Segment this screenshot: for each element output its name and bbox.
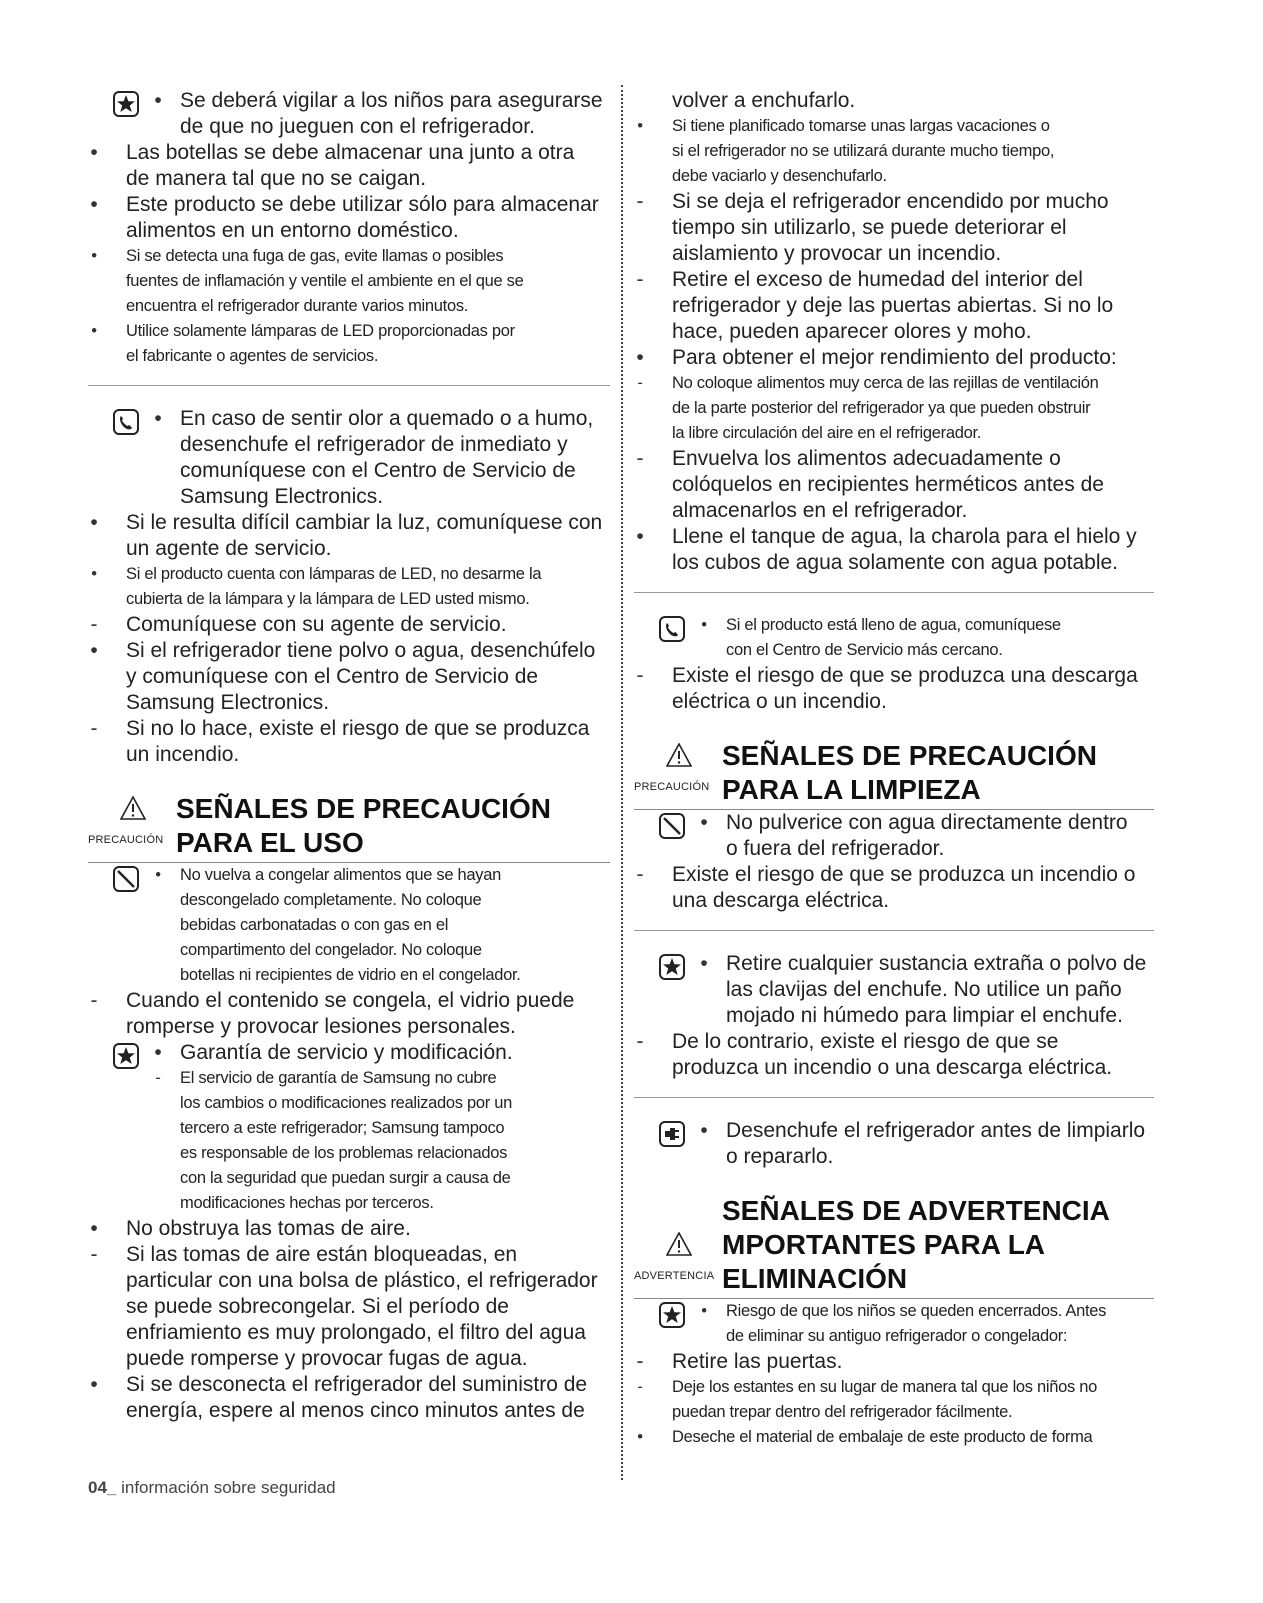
bullet-item xyxy=(88,406,610,510)
bullet-marker: • xyxy=(90,141,98,164)
bullet-marker: • xyxy=(700,952,708,975)
text-line: enfriamiento es muy prolongado, el filtro del agua xyxy=(126,1321,586,1344)
text-line: Si se deja el refrigerador encendido por mucho xyxy=(672,190,1109,213)
text-line: Si las tomas de aire están bloqueadas, en xyxy=(126,1243,518,1266)
safety-block xyxy=(634,1299,1154,1349)
text-line: las clavijas del enchufe. No utilice un paño xyxy=(726,978,1122,1001)
text-line: No pulverice con agua directamente dentro xyxy=(726,811,1128,834)
text-line: Garantía de servicio y modificación. xyxy=(180,1041,513,1064)
bullet-marker: • xyxy=(700,811,708,834)
text-line: bebidas carbonatadas o con gas en el xyxy=(180,916,449,934)
text-line: fuentes de inflamación y ventile el ambiente en el que se xyxy=(126,272,524,290)
text-line: Si le resulta difícil cambiar la luz, comuníquese con xyxy=(126,511,603,534)
section-title-line: PARA LA LIMPIEZA xyxy=(722,774,981,805)
safety-block xyxy=(634,951,1154,1029)
bullet-marker: • xyxy=(637,117,643,135)
bullet-item xyxy=(88,1372,610,1424)
text-line: de la parte posterior del refrigerador ya que pueden obstruir xyxy=(672,399,1091,417)
text-line: romperse y provocar lesiones personales. xyxy=(126,1015,516,1038)
dash-marker: - xyxy=(90,989,98,1012)
text-line: Si no lo hace, existe el riesgo de que se produzca xyxy=(126,717,590,740)
bullet-marker: • xyxy=(154,407,162,430)
text-line: No coloque alimentos muy cerca de las rejillas de ventilación xyxy=(672,374,1099,392)
text-line: de eliminar su antiguo refrigerador o congelador: xyxy=(726,1327,1068,1345)
dash-marker: - xyxy=(90,717,98,740)
section-separator xyxy=(88,385,610,386)
text-line: Samsung Electronics. xyxy=(180,485,384,508)
bullet-marker: • xyxy=(636,346,644,369)
text-line: alimentos en un entorno doméstico. xyxy=(126,219,459,242)
text-line: Si tiene planificado tomarse unas largas vacaciones o xyxy=(672,117,1050,135)
dash-marker: - xyxy=(637,374,643,392)
text-line: Si se desconecta el refrigerador del suministro de xyxy=(126,1373,588,1396)
section-title-line: PARA EL USO xyxy=(176,827,364,858)
dash-marker: - xyxy=(636,664,644,687)
continuation-text xyxy=(634,88,1154,114)
bullet-marker: • xyxy=(636,525,644,548)
text-line: con el Centro de Servicio más cercano. xyxy=(726,641,1003,659)
bullet-item xyxy=(88,638,610,716)
bullet-marker: • xyxy=(90,1373,98,1396)
page-number: 04_ xyxy=(88,1478,117,1497)
section-separator xyxy=(634,1097,1154,1098)
bullet-item xyxy=(634,951,1154,1029)
text-line: mojado ni húmedo para limpiar el enchufe. xyxy=(726,1004,1123,1027)
text-line: modificaciones hechas por terceros. xyxy=(180,1194,434,1212)
caution-label: ADVERTENCIA xyxy=(634,1270,715,1282)
text-line: Retire cualquier sustancia extraña o polvo de xyxy=(726,952,1147,975)
dash-item xyxy=(634,1375,1154,1425)
dash-item xyxy=(634,862,1154,914)
caution-label: PRECAUCIÓN xyxy=(88,834,164,846)
bullet-item xyxy=(88,562,610,612)
text-line: encuentra el refrigerador durante varios minutos. xyxy=(126,297,469,315)
bullet-item xyxy=(88,863,610,988)
text-line: debe vaciarlo y desenchufarlo. xyxy=(672,167,887,185)
dash-item xyxy=(88,988,610,1040)
bullet-marker: • xyxy=(90,639,98,662)
text-line: tiempo sin utilizarlo, se puede deteriorar el xyxy=(672,216,1067,239)
bullet-item xyxy=(634,524,1154,576)
text-line: Si el producto cuenta con lámparas de LED, no desarme la xyxy=(126,565,542,583)
text-line: Retire el exceso de humedad del interior del xyxy=(672,268,1083,291)
text-line: Cuando el contenido se congela, el vidrio puede xyxy=(126,989,575,1012)
text-line: Retire las puertas. xyxy=(672,1350,843,1373)
text-line: Existe el riesgo de que se produzca una descarga xyxy=(672,664,1138,687)
text-line: Si se detecta una fuga de gas, evite llamas o posibles xyxy=(126,247,504,265)
section-title-line: SEÑALES DE PRECAUCIÓN xyxy=(722,740,1097,771)
right-column xyxy=(634,88,1154,1450)
warning-triangle-icon xyxy=(120,796,146,820)
dash-marker: - xyxy=(636,447,644,470)
text-line: De lo contrario, existe el riesgo de que se xyxy=(672,1030,1059,1053)
dash-marker: - xyxy=(637,1378,643,1396)
bullet-marker: • xyxy=(90,1217,98,1240)
section-separator xyxy=(634,592,1154,593)
section-title-line: MPORTANTES PARA LA xyxy=(722,1229,1046,1260)
text-line: No vuelva a congelar alimentos que se hayan xyxy=(180,866,501,884)
bullet-marker: • xyxy=(91,322,97,340)
section-heading xyxy=(634,1194,1154,1299)
dash-item xyxy=(634,371,1154,446)
text-line: Utilice solamente lámparas de LED proporcionadas por xyxy=(126,322,515,340)
warning-triangle-icon xyxy=(666,1232,692,1256)
bullet-item xyxy=(88,319,610,369)
text-line: Si el refrigerador tiene polvo o agua, desenchúfelo xyxy=(126,639,596,662)
bullet-item xyxy=(88,140,610,192)
column-divider xyxy=(621,85,623,1480)
text-line: compartimento del congelador. No coloque xyxy=(180,941,482,959)
section-title-line: SEÑALES DE ADVERTENCIA xyxy=(722,1195,1110,1226)
text-line: desenchufe el refrigerador de inmediato y xyxy=(180,433,568,456)
safety-block xyxy=(88,1040,610,1216)
bullet-item xyxy=(634,345,1154,371)
dash-item xyxy=(634,1349,1154,1375)
text-line: almacenarlos en el refrigerador. xyxy=(672,499,968,522)
dash-marker: - xyxy=(155,1069,161,1087)
safety-block xyxy=(634,88,1154,576)
text-line: si el refrigerador no se utilizará durante mucho tiempo, xyxy=(672,142,1055,160)
text-line: se puede sobrecongelar. Si el período de xyxy=(126,1295,509,1318)
safety-block xyxy=(88,88,610,140)
bullet-marker: • xyxy=(90,193,98,216)
text-line: Existe el riesgo de que se produzca un incendio o xyxy=(672,863,1136,886)
text-line: eléctrica o un incendio. xyxy=(672,690,887,713)
dash-item xyxy=(88,1242,610,1372)
bullet-marker: • xyxy=(700,1119,708,1142)
text-line: una descarga eléctrica. xyxy=(672,889,890,912)
text-line: Comuníquese con su agente de servicio. xyxy=(126,613,507,636)
text-line: puede romperse y provocar fugas de agua. xyxy=(126,1347,528,1370)
text-line: y comuníquese con el Centro de Servicio de xyxy=(126,665,539,688)
text-line: Envuelva los alimentos adecuadamente o xyxy=(672,447,1061,470)
safety-block xyxy=(634,1118,1154,1170)
text-line: El servicio de garantía de Samsung no cubre xyxy=(180,1069,497,1087)
bullet-marker: • xyxy=(90,511,98,534)
text-line: Samsung Electronics. xyxy=(126,691,330,714)
warning-triangle-icon xyxy=(666,743,692,767)
text-line: de que no jueguen con el refrigerador. xyxy=(180,115,535,138)
text-line: Para obtener el mejor rendimiento del producto: xyxy=(672,346,1117,369)
text-line: descongelado completamente. No coloque xyxy=(180,891,482,909)
text-line: No obstruya las tomas de aire. xyxy=(126,1217,411,1240)
text-line: particular con una bolsa de plástico, el refrigerador xyxy=(126,1269,598,1292)
text-line: Este producto se debe utilizar sólo para almacenar xyxy=(126,193,599,216)
dash-marker: - xyxy=(636,1030,644,1053)
text-line: de manera tal que no se caigan. xyxy=(126,167,427,190)
text-line: volver a enchufarlo. xyxy=(672,89,856,112)
text-line: colóquelos en recipientes herméticos antes de xyxy=(672,473,1104,496)
bullet-marker: • xyxy=(155,866,161,884)
text-line: Si el producto está lleno de agua, comuníquese xyxy=(726,616,1061,634)
text-line: botellas ni recipientes de vidrio en el congelador. xyxy=(180,966,521,984)
footer-text: información sobre seguridad xyxy=(116,1478,336,1497)
dash-marker: - xyxy=(636,863,644,886)
bullet-marker: • xyxy=(701,1302,707,1320)
safety-block xyxy=(634,810,1154,862)
dash-item xyxy=(88,612,610,638)
section-title-line: SEÑALES DE PRECAUCIÓN xyxy=(176,793,551,824)
dash-item xyxy=(634,189,1154,267)
text-line: energía, espere al menos cinco minutos antes de xyxy=(126,1399,585,1422)
page-footer xyxy=(88,1478,336,1498)
dash-marker: - xyxy=(90,613,98,636)
text-line: los cambios o modificaciones realizados por un xyxy=(180,1094,512,1112)
text-line: aislamiento y provocar un incendio. xyxy=(672,242,1002,265)
text-line: es responsable de los problemas relacionados xyxy=(180,1144,508,1162)
text-line: Deseche el material de embalaje de este producto de forma xyxy=(672,1428,1093,1446)
bullet-item xyxy=(634,613,1154,663)
dash-marker: - xyxy=(90,1243,98,1266)
text-line: o repararlo. xyxy=(726,1145,834,1168)
text-line: el fabricante o agentes de servicios. xyxy=(126,347,379,365)
dash-item xyxy=(88,1066,610,1216)
safety-block xyxy=(88,863,610,988)
text-line: la libre circulación del aire en el refrigerador. xyxy=(672,424,982,442)
text-line: Riesgo de que los niños se queden encerrados. Antes xyxy=(726,1302,1107,1320)
bullet-item xyxy=(88,192,610,244)
dash-marker: - xyxy=(636,268,644,291)
section-title-line: ELIMINACIÓN xyxy=(722,1263,908,1294)
text-line: Se deberá vigilar a los niños para asegurarse xyxy=(180,89,603,112)
text-line: En caso de sentir olor a quemado o a humo, xyxy=(180,407,594,430)
text-line: puedan trepar dentro del refrigerador fácilmente. xyxy=(672,1403,1013,1421)
bullet-item xyxy=(88,1216,610,1242)
safety-block xyxy=(634,613,1154,663)
safety-block xyxy=(88,406,610,510)
bullet-item xyxy=(634,1425,1154,1450)
bullet-marker: • xyxy=(154,1041,162,1064)
section-heading xyxy=(88,792,610,863)
bullet-item xyxy=(634,810,1154,862)
text-line: Deje los estantes en su lugar de manera tal que los niños no xyxy=(672,1378,1098,1396)
text-line: tercero a este refrigerador; Samsung tampoco xyxy=(180,1119,505,1137)
bullet-marker: • xyxy=(701,616,707,634)
text-line: un agente de servicio. xyxy=(126,537,332,560)
text-line: Llene el tanque de agua, la charola para el hielo y xyxy=(672,525,1137,548)
bullet-item xyxy=(88,1040,610,1066)
bullet-marker: • xyxy=(91,565,97,583)
text-line: un incendio. xyxy=(126,743,240,766)
text-line: los cubos de agua solamente con agua potable. xyxy=(672,551,1118,574)
bullet-item xyxy=(634,114,1154,189)
text-line: refrigerador y deje las puertas abiertas. Si no lo xyxy=(672,294,1114,317)
bullet-marker: • xyxy=(91,247,97,265)
dash-item xyxy=(634,267,1154,345)
bullet-item xyxy=(634,1118,1154,1170)
text-line: comuníquese con el Centro de Servicio de xyxy=(180,459,576,482)
dash-marker: - xyxy=(636,190,644,213)
dash-item xyxy=(634,1029,1154,1081)
bullet-marker: • xyxy=(637,1428,643,1446)
bullet-marker: • xyxy=(154,89,162,112)
text-line: Desenchufe el refrigerador antes de limpiarlo xyxy=(726,1119,1146,1142)
section-separator xyxy=(634,930,1154,931)
bullet-item xyxy=(88,510,610,562)
text-line: o fuera del refrigerador. xyxy=(726,837,945,860)
text-line: cubierta de la lámpara y la lámpara de LED usted mismo. xyxy=(126,590,530,608)
dash-item xyxy=(634,663,1154,715)
bullet-item xyxy=(634,1299,1154,1349)
text-line: Las botellas se debe almacenar una junto a otra xyxy=(126,141,575,164)
dash-item xyxy=(634,446,1154,524)
caution-label: PRECAUCIÓN xyxy=(634,781,710,793)
bullet-item xyxy=(88,88,610,140)
dash-item xyxy=(88,716,610,768)
bullet-item xyxy=(88,244,610,319)
text-line: hace, pueden aparecer olores y moho. xyxy=(672,320,1032,343)
section-heading xyxy=(634,739,1154,810)
left-column xyxy=(88,88,610,1424)
text-line: con la seguridad que puedan surgir a causa de xyxy=(180,1169,511,1187)
dash-marker: - xyxy=(636,1350,644,1373)
text-line: produzca un incendio o una descarga eléctrica. xyxy=(672,1056,1113,1079)
